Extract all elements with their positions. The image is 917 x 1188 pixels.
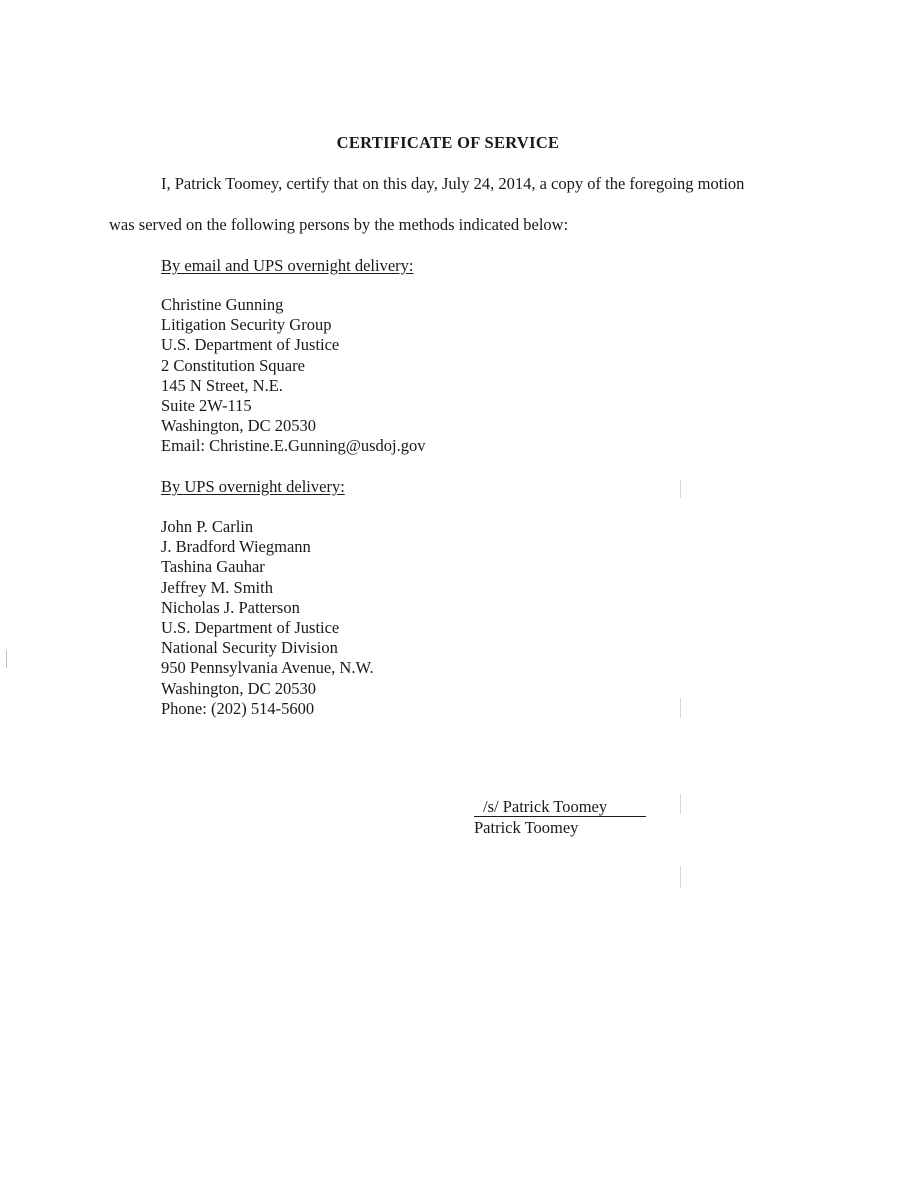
address-line: Tashina Gauhar [161, 557, 265, 577]
scan-artifact [680, 698, 681, 718]
signer-printed-name: Patrick Toomey [474, 818, 579, 838]
address-line: 2 Constitution Square [161, 355, 305, 375]
address-line: Litigation Security Group [161, 315, 332, 335]
section-heading-email-ups: By email and UPS overnight delivery: [161, 256, 414, 275]
address-line: 145 N Street, N.E. [161, 375, 283, 395]
address-line: Suite 2W-115 [161, 395, 252, 415]
scan-artifact [680, 480, 681, 498]
email-line: Email: Christine.E.Gunning@usdoj.gov [161, 436, 426, 456]
address-line: National Security Division [161, 638, 338, 658]
scan-artifact [6, 650, 7, 668]
scan-artifact [680, 866, 681, 888]
address-line: Jeffrey M. Smith [161, 577, 273, 597]
intro-text-line-2: was served on the following persons by the methods indicated below: [109, 215, 569, 234]
address-line: Washington, DC 20530 [161, 678, 316, 698]
document-title: CERTIFICATE OF SERVICE [336, 133, 560, 152]
address-line: U.S. Department of Justice [161, 335, 340, 355]
address-line: U.S. Department of Justice [161, 617, 340, 637]
section-heading-ups: By UPS overnight delivery: [161, 477, 345, 496]
address-line: Nicholas J. Patterson [161, 597, 300, 617]
signature-block [474, 797, 646, 838]
address-line: Christine Gunning [161, 295, 284, 314]
address-line: 950 Pennsylvania Avenue, N.W. [161, 658, 374, 678]
scan-artifact [680, 794, 681, 814]
address-line: Washington, DC 20530 [161, 416, 316, 436]
address-line: John P. Carlin [161, 517, 254, 536]
phone-line: Phone: (202) 514-5600 [161, 698, 315, 718]
address-line: J. Bradford Wiegmann [161, 537, 311, 557]
address-block-gunning [161, 295, 426, 457]
signature-line: /s/ Patrick Toomey [474, 797, 646, 817]
address-block-nsd [161, 517, 374, 719]
intro-text-line-1: I, Patrick Toomey, certify that on this day, July 24, 2014, a copy of the foregoing motion [161, 174, 745, 193]
